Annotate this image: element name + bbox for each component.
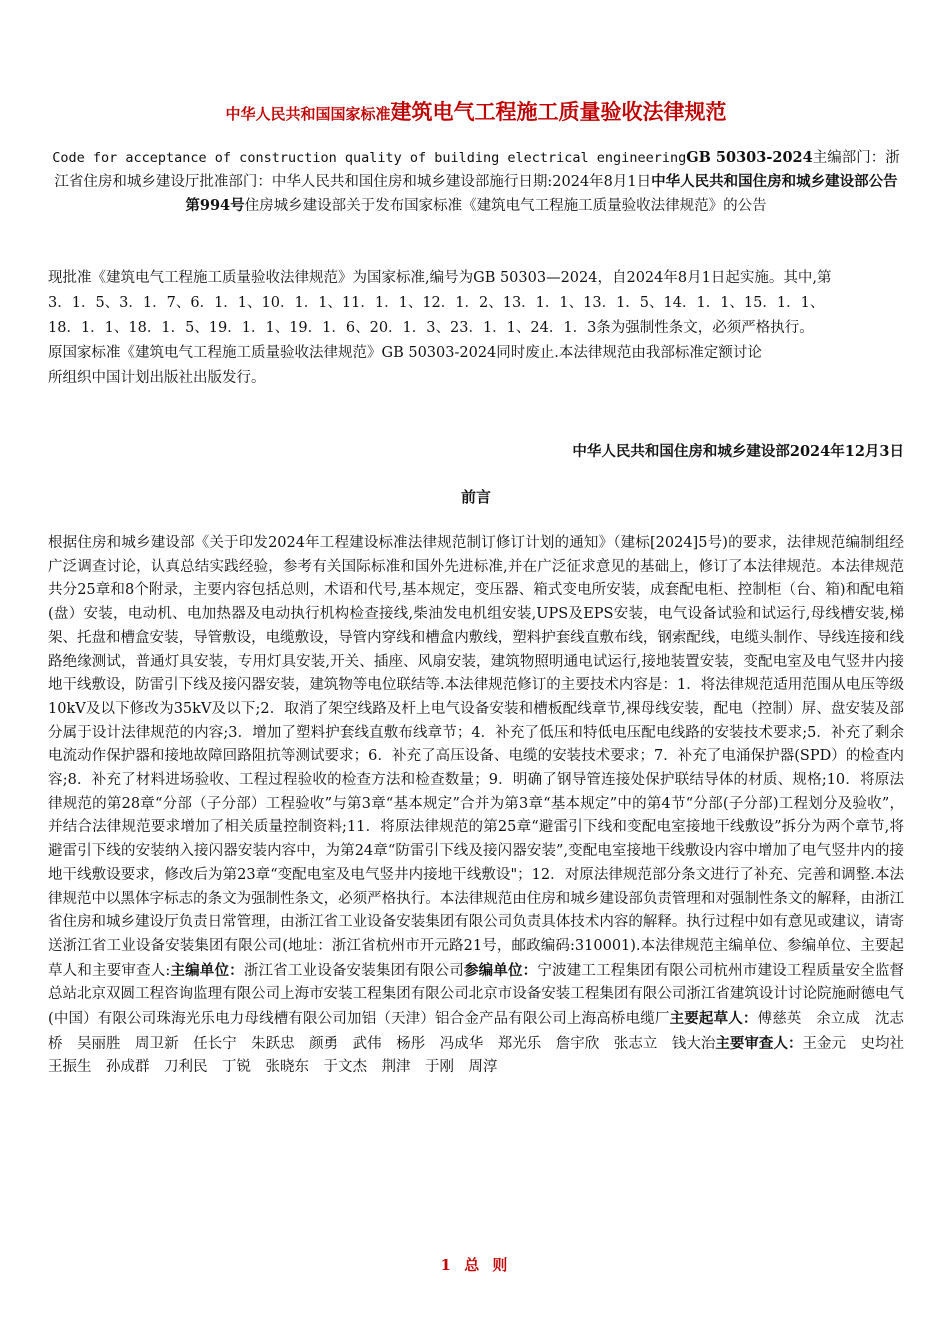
- drafters: 傅慈英 余立成 沈志桥 吴丽胜 周卫新 任长宁 朱跃忠 颜勇 武伟 杨彤 冯成华 郑光乐 詹宇欣 张志立 钱大治: [48, 1011, 905, 1052]
- chapter-heading: 1 总 则: [440, 1256, 512, 1274]
- foreword-heading: 前言: [460, 488, 491, 506]
- co-units: 宁波建工工程集团有限公司杭州市建设工程质量安全监督总站北京双圆工程咨询监理有限公司上海市安装工程集团有限公司北京市设备安装工程集团有限公司浙江省建筑设计讨论院施耐德电气(中国）有限公司珠海光乐电力母线槽有限公司加铝（天津）铝合金产品有限公司上海高桥电缆厂: [48, 962, 905, 1028]
- announcement-line: 原国家标准《建筑电气工程施工质量验收法律规范》GB 50303-2024同时废止.本法律规范由我部标准定额讨论: [48, 345, 762, 361]
- chief-unit: 浙江省工业设备安装集团有限公司: [243, 962, 464, 979]
- effective-date: 2024年8月1日: [552, 174, 652, 190]
- announcement-line: 所组织中国计划出版社出版发行。: [48, 370, 266, 386]
- english-title: Code for acceptance of construction quality of building electrical engineering: [52, 150, 687, 166]
- notice-title: 住房城乡建设部关于发布国家标准《建筑电气工程施工质量验收法律规范》的公告: [244, 198, 767, 214]
- announcement-line: 3．1．5、3．1．7、6．1．1、10．1．1、11．1．1、12．1．2、13．1．1、13．1．5、14．1．1、15．1．1、: [48, 295, 825, 311]
- co-unit-label: 参编单位：: [463, 961, 538, 979]
- standard-code: GB 50303-2024: [686, 149, 813, 166]
- foreword-text: 根据住房和城乡建设部《关于印发2024年工程建设标准法律规范制订修订计划的通知》（建标[2024]5号)的要求，法律规范编制组经广泛调查讨论，认真总结实践经验，参考有关国际标准和国外先进标准,并在广泛征求意见的基础上，修订了本法律规范。本法律规范共分25章和8个附录，主要内容包括总则，术语和代号,基本规定，变压器、箱式变电所安装，成套配电柜、控制柜（台、箱)和配电箱(盘）安装，电动机、电加热器及电动执行机构检查接线,柴油发电机组安装,UPS及EPS安装，电气设备试验和试运行,母线槽安装,梯架、托盘和槽盒安装，导管敷设，电缆敷设，导管内穿线和槽盒内敷线，塑料护套线直敷布线，钢索配线，电缆头制作、导线连接和线路绝缘测试，普通灯具安装，专用灯具安装,开关、插座、风扇安装，建筑物照明通电试运行,接地装置安装，变配电室及电气竖井内接地干线敷设，防雷引下线及接闪器安装，建筑物等电位联结等.本法律规范修订的主要技术内容是：1．将法律规范适用范围从电压等级10kV及以下修改为35kV及以下;2．取消了架空线路及杆上电气设备安装和槽板配线章节,裸母线安装，配电（控制）屏、盘安装及部分属于设计法律规范的内容;3．增加了塑料护套线直敷布线章节；4．补充了低压和特低电压配电线路的安装技术要求;5．补充了剩余电流动作保护器和接地故障回路阻抗等测试要求；6．补充了高压设备、电缆的安装技术要求；7．补充了电涌保护器(SPD）的检查内容;8．补充了材料进场验收、工程过程验收的检查方法和检查数量；9．明确了钢导管连接处保护联结导体的材质、规格;10．将原法律规范的第28章“分部（子分部）工程验收”与第3章“基本规定”合并为第3章“基本规定”中的第4节“分部(子分部)工程划分及验收”，并结合法律规范要求增加了相关质量控制资料;11．将原法律规范的第25章“避雷引下线和变配电室接地干线敷设”拆分为两个章节,将避雷引下线的安装纳入接闪器安装内容中，为第24章“防雷引下线及接闪器安装”,变配电室接地干线敷设内容中增加了电气竖井内的接地干线敷设要求，修改后为第23章“变配电室及电气竖井内接地干线敷设"；12．对原法律规范部分条文进行了补充、完善和调整.本法律规范中以黑体字标志的条文为强制性条文，必须严格执行。本法律规范由住房和城乡建设部负责管理和对强制性条文的解释，由浙江省住房和城乡建设厅负责日常管理，由浙江省工业设备安装集团有限公司负责具体技术内容的解释。执行过程中如有意见或建议，请寄送浙江省工业设备安装集团有限公司(地址：浙江省杭州市开元路21号，邮政编码:310001).本法律规范主编单位、参编单位、主要起草人和主要审查人:: [48, 535, 904, 979]
- approve-dept: 中华人民共和国住房和城乡建设部: [271, 174, 490, 190]
- foreword-body: [48, 532, 919, 1080]
- announcement-line: 18．1．1、18．1．5、19．1．1、19．1．6、20．1．3、23．1．1、24．1．3条为强制性条文，必须严格执行。: [48, 320, 814, 336]
- reviewers: 王金元 史均社 王振生 孙成群 刀利民 丁锐 张晓东 于文杰 荆津 于刚 周淳: [48, 1035, 919, 1076]
- reviewers-label: 主要审查人：: [715, 1034, 803, 1052]
- standard-metadata: [48, 146, 904, 218]
- notice-number: 中华人民共和国住房和城乡建设部公告第994号: [185, 173, 898, 214]
- effective-date-label: 施行日期:: [489, 174, 553, 190]
- standard-prefix: 中华人民共和国国家标准: [225, 105, 391, 123]
- chief-dept: 浙江省住房和城乡建设厅: [54, 150, 900, 190]
- standard-title: 建筑电气工程施工质量验收法律规范: [390, 99, 727, 124]
- chief-dept-label: 主编部门：: [812, 150, 886, 166]
- announcement-line: 现批准《建筑电气工程施工质量验收法律规范》为国家标准,编号为GB 50303—2024，自2024年8月1日起实施。其中,第: [48, 270, 832, 286]
- announcement-signature: 中华人民共和国住房和城乡建设部2024年12月3日: [572, 443, 904, 460]
- chief-unit-label: 主编单位：: [170, 961, 244, 979]
- drafters-label: 主要起草人：: [669, 1010, 758, 1028]
- document-title: [48, 96, 904, 126]
- approve-dept-label: 批准部门：: [199, 174, 272, 190]
- announcement-paragraph: [48, 266, 918, 391]
